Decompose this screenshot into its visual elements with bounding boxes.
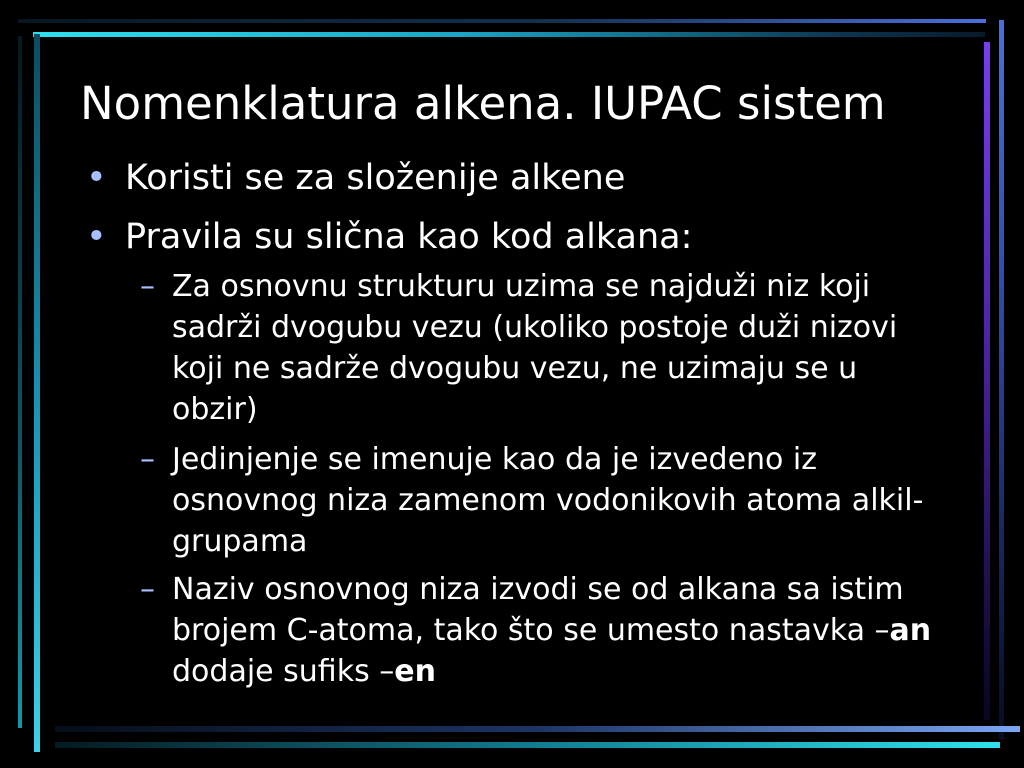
sub-bullet-line <box>172 651 931 692</box>
slide-title: Nomenklatura alkena. IUPAC sistem <box>80 77 886 130</box>
frame-line-bottom-outer <box>55 742 1000 748</box>
sub-bullet-line: koji ne sadrže dvogubu vezu, ne uzimaju se u <box>172 351 858 386</box>
sub-bullet-text <box>172 569 931 692</box>
bullet-item <box>0 157 1024 199</box>
sub-bullet-line: Jedinjenje se imenuje kao da je izvedeno iz <box>172 442 818 477</box>
bullet-marker: • <box>86 217 107 257</box>
bullet-text: Koristi se za složenije alkene <box>125 158 626 198</box>
sub-bullet-line: osnovnog niza zamenom vodonikovih atoma alkil- <box>172 483 924 518</box>
sub-bullet-line <box>172 569 931 610</box>
sub-bullet-item <box>0 266 1024 430</box>
sub-bullet-marker: – <box>140 442 155 477</box>
frame-line-bottom-inner <box>55 726 1020 732</box>
bullet-item <box>0 216 1024 258</box>
sub-bullet-marker: – <box>140 269 155 304</box>
sub-bullet-text <box>172 266 897 430</box>
sub-bullet-text <box>172 439 923 562</box>
sub-bullet-line-text: dodaje sufiks – <box>172 654 395 689</box>
sub-bullet-line-text: brojem C-atoma, tako što se umesto nastavka – <box>172 613 890 648</box>
frame-line-top-inner <box>33 32 985 37</box>
sub-bullet-line: obzir) <box>172 392 258 427</box>
sub-bullet-marker: – <box>140 572 155 607</box>
frame-line-top-outer <box>18 19 986 23</box>
suffix-emphasis: an <box>889 613 932 648</box>
sub-bullet-line-text: Naziv osnovnog niza izvodi se od alkana sa istim <box>172 572 904 607</box>
sub-bullet-line: Za osnovnu strukturu uzima se najduži niz koji <box>172 269 871 304</box>
sub-bullet-line: grupama <box>172 524 308 559</box>
bullet-text: Pravila su slična kao kod alkana: <box>125 217 693 257</box>
sub-bullet-item <box>0 439 1024 562</box>
sub-bullet-line <box>172 610 931 651</box>
suffix-emphasis: en <box>394 654 436 689</box>
sub-bullet-line: sadrži dvogubu vezu (ukoliko postoje duži nizovi <box>172 310 898 345</box>
sub-bullet-item <box>0 569 1024 692</box>
bullet-marker: • <box>86 158 107 198</box>
